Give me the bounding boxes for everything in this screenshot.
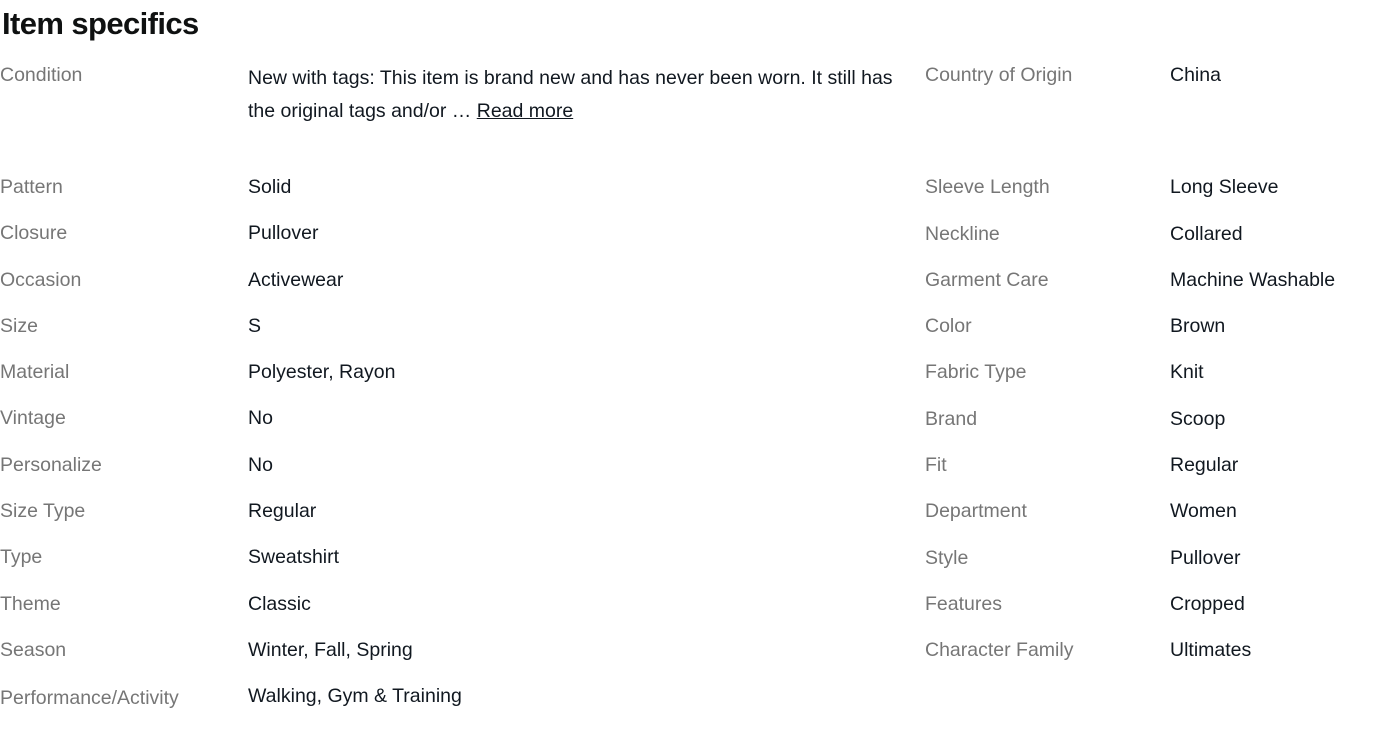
spec-label: Vintage (0, 407, 66, 430)
table-row (925, 545, 1393, 591)
spec-value: Collared (1170, 222, 1243, 245)
spec-label: Style (925, 546, 969, 569)
spec-value: Sweatshirt (248, 546, 340, 569)
table-row (0, 220, 925, 266)
table-row (0, 359, 925, 405)
condition-text: New with tags: This item is brand new and has never been worn. It still has the original tags and/or … (248, 67, 893, 122)
spec-label: Pattern (0, 176, 63, 198)
table-row (0, 452, 925, 498)
spec-label: Brand (925, 407, 978, 430)
spec-label: Closure (0, 222, 68, 245)
spec-label: Performance/Activity (0, 687, 179, 710)
table-row (0, 683, 925, 743)
table-row (0, 313, 925, 359)
spec-value: Cropped (1170, 592, 1245, 615)
table-row (925, 637, 1393, 683)
table-row (0, 267, 925, 313)
spec-label: Fit (925, 454, 947, 477)
table-row (0, 544, 925, 590)
table-row (925, 174, 1393, 220)
spec-value: Long Sleeve (1170, 176, 1279, 199)
row-spacer (925, 108, 1393, 174)
spec-value: Winter, Fall, Spring (248, 638, 413, 661)
table-row (925, 267, 1393, 313)
spec-value: Regular (1170, 454, 1239, 477)
item-specifics-table (0, 62, 1393, 743)
spec-value: China (1170, 64, 1221, 86)
spec-label: Fabric Type (925, 361, 1027, 384)
spec-value: Regular (248, 500, 317, 523)
spec-label: Theme (0, 592, 61, 615)
spec-value: No (248, 407, 273, 430)
specs-column-right (925, 62, 1393, 684)
spec-label: Features (925, 592, 1002, 615)
spec-value (248, 62, 925, 128)
spec-label: Character Family (925, 639, 1074, 662)
specs-columns (0, 62, 1393, 743)
table-row (925, 406, 1393, 452)
spec-value: Knit (1170, 361, 1204, 384)
page-title: Item specifics (2, 6, 199, 41)
spec-label: Color (925, 315, 972, 338)
table-row (925, 313, 1393, 359)
spec-value: Pullover (248, 222, 319, 245)
table-row (925, 62, 1393, 108)
table-row (925, 498, 1393, 544)
spec-label: Season (0, 638, 67, 661)
spec-label: Occasion (0, 268, 82, 291)
table-row (925, 452, 1393, 498)
spec-value: S (248, 314, 262, 337)
spec-value: Pullover (1170, 546, 1241, 569)
spec-value: Activewear (248, 268, 344, 291)
table-row (0, 637, 925, 683)
spec-label: Size Type (0, 500, 86, 523)
spec-label: Country of Origin (925, 64, 1073, 86)
table-row (0, 174, 925, 220)
table-row (0, 591, 925, 637)
spec-value: Ultimates (1170, 639, 1252, 662)
spec-value: Women (1170, 500, 1237, 523)
spec-label: Neckline (925, 222, 1000, 245)
spec-label: Type (0, 546, 43, 569)
spec-label: Department (925, 500, 1027, 523)
spec-label: Material (0, 361, 70, 384)
table-row (0, 62, 925, 174)
spec-value: Polyester, Rayon (248, 361, 396, 384)
table-row (0, 405, 925, 451)
table-row (925, 221, 1393, 267)
spec-value: Brown (1170, 315, 1226, 338)
spec-value: Scoop (1170, 407, 1226, 430)
spec-label: Personalize (0, 453, 102, 476)
spec-label: Sleeve Length (925, 176, 1050, 199)
table-row (925, 359, 1393, 405)
spec-label: Size (0, 314, 38, 337)
spec-value: No (248, 453, 273, 476)
read-more-link[interactable]: Read more (476, 100, 574, 122)
spec-label: Condition (0, 64, 83, 86)
table-row (0, 498, 925, 544)
spec-label: Garment Care (925, 268, 1049, 291)
table-row (925, 591, 1393, 637)
spec-value: Classic (248, 592, 311, 615)
spec-value: Solid (248, 176, 292, 198)
specs-column-left (0, 62, 925, 743)
spec-value: Machine Washable (1170, 268, 1336, 291)
spec-value: Walking, Gym & Training (248, 685, 462, 708)
